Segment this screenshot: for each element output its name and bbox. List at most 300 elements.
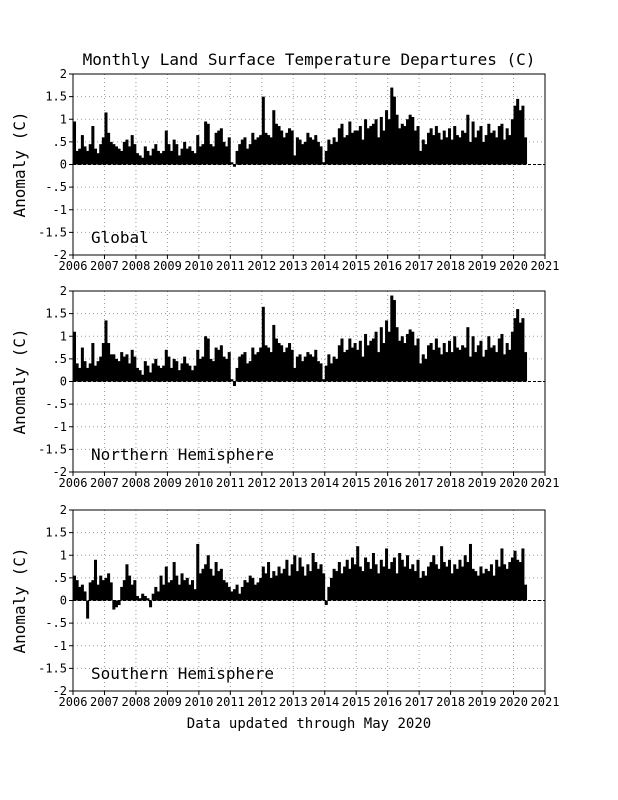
x-tick-label: 2013 xyxy=(278,476,308,490)
data-bar xyxy=(173,140,176,165)
data-bar xyxy=(104,578,107,601)
data-bar xyxy=(259,348,262,382)
data-bar xyxy=(424,576,427,601)
data-bar xyxy=(390,88,393,165)
data-bar xyxy=(464,348,467,382)
data-bar xyxy=(94,366,97,382)
data-bar xyxy=(333,357,336,382)
x-tick-label: 2010 xyxy=(184,259,214,273)
data-bar xyxy=(157,151,160,165)
data-bar xyxy=(120,352,123,381)
data-bar xyxy=(382,343,385,381)
data-bar xyxy=(181,573,184,600)
data-bar xyxy=(327,354,330,381)
data-bar xyxy=(136,153,139,164)
data-bar xyxy=(477,576,480,601)
data-bar xyxy=(414,131,417,165)
data-bar xyxy=(435,339,438,382)
data-bar xyxy=(519,110,522,164)
data-bar xyxy=(104,112,107,164)
data-bar xyxy=(458,137,461,164)
x-tick-label: 2018 xyxy=(436,259,466,273)
x-tick-label: 2020 xyxy=(499,476,528,490)
data-bar xyxy=(270,578,273,601)
data-bar xyxy=(369,341,372,382)
data-bar xyxy=(259,135,262,164)
data-bar xyxy=(251,348,254,382)
data-bar xyxy=(270,352,273,381)
data-bar xyxy=(317,361,320,381)
data-bar xyxy=(385,548,388,600)
data-bar xyxy=(207,555,210,600)
data-bar xyxy=(409,329,412,381)
data-bar xyxy=(380,560,383,601)
data-bar xyxy=(466,327,469,381)
data-bar xyxy=(199,573,202,600)
x-tick-label: 2009 xyxy=(152,695,182,709)
data-bar xyxy=(194,366,197,382)
x-tick-label: 2018 xyxy=(436,695,466,709)
x-tick-label: 2015 xyxy=(341,259,371,273)
data-bar xyxy=(131,135,134,164)
y-tick-label: -1.5 xyxy=(38,225,67,240)
data-bar xyxy=(209,359,212,382)
data-bar xyxy=(333,137,336,164)
data-bar xyxy=(220,128,223,164)
data-bar xyxy=(162,151,165,165)
data-bar xyxy=(81,585,84,601)
data-bar xyxy=(183,580,186,600)
data-bar xyxy=(125,564,128,600)
x-tick-label: 2014 xyxy=(310,259,340,273)
data-bar xyxy=(128,363,131,381)
data-bar xyxy=(175,144,178,164)
data-bar xyxy=(361,140,364,165)
data-bar xyxy=(498,126,501,164)
data-bar xyxy=(511,558,514,601)
data-bar xyxy=(293,555,296,600)
data-bar xyxy=(335,571,338,600)
data-bar xyxy=(230,162,233,164)
y-tick-label: 1 xyxy=(59,548,67,563)
data-bar xyxy=(487,571,490,600)
data-bar xyxy=(89,363,92,381)
data-bar xyxy=(354,564,357,600)
y-tick-label: 0 xyxy=(59,157,67,172)
data-bar xyxy=(270,137,273,164)
data-bar xyxy=(445,567,448,601)
data-bar xyxy=(288,343,291,381)
x-tick-label: 2006 xyxy=(58,259,88,273)
y-tick-label: -1.5 xyxy=(38,442,67,457)
x-tick-label: 2021 xyxy=(530,476,560,490)
data-bar xyxy=(157,591,160,600)
data-bar xyxy=(388,569,391,601)
data-bar xyxy=(430,128,433,164)
data-bar xyxy=(314,350,317,382)
data-bar xyxy=(354,131,357,165)
data-bar xyxy=(243,352,246,381)
data-bar xyxy=(398,553,401,601)
data-bar xyxy=(94,149,97,165)
y-tick-label: 1 xyxy=(59,329,67,344)
data-bar xyxy=(275,339,278,382)
data-bar xyxy=(506,343,509,381)
data-bar xyxy=(139,370,142,381)
x-tick-label: 2008 xyxy=(121,259,151,273)
data-bar xyxy=(201,144,204,164)
data-bar xyxy=(141,375,144,382)
data-bar xyxy=(178,585,181,601)
x-tick-label: 2008 xyxy=(121,476,151,490)
data-bar xyxy=(228,352,231,381)
data-bar xyxy=(403,567,406,601)
x-tick-label: 2009 xyxy=(152,259,182,273)
data-bar xyxy=(175,576,178,601)
data-bar xyxy=(325,366,328,382)
data-bar xyxy=(296,357,299,382)
data-bar xyxy=(503,564,506,600)
data-bar xyxy=(304,576,307,601)
data-bar xyxy=(524,137,527,164)
data-bar xyxy=(322,573,325,600)
data-bar xyxy=(422,140,425,165)
data-bar xyxy=(312,553,315,601)
data-bar xyxy=(149,601,152,608)
data-bar xyxy=(144,596,147,601)
chart-panel-3 xyxy=(10,503,559,709)
data-bar xyxy=(196,350,199,382)
data-bar xyxy=(97,585,100,601)
data-bar xyxy=(123,580,126,600)
data-bar xyxy=(375,119,378,164)
data-bar xyxy=(448,341,451,382)
y-tick-label: -2 xyxy=(52,248,67,262)
data-bar xyxy=(83,361,86,381)
data-bar xyxy=(149,155,152,164)
data-bar xyxy=(485,350,488,382)
data-bar xyxy=(152,363,155,381)
x-tick-label: 2013 xyxy=(278,695,308,709)
y-tick-label: -1 xyxy=(52,202,67,217)
data-bar xyxy=(86,151,89,165)
data-bar xyxy=(437,348,440,382)
data-bar xyxy=(343,352,346,381)
data-bar xyxy=(375,332,378,382)
data-bar xyxy=(498,567,501,601)
data-bar xyxy=(246,582,249,600)
data-bar xyxy=(160,368,163,382)
data-bar xyxy=(167,357,170,382)
data-bar xyxy=(191,370,194,381)
data-bar xyxy=(249,576,252,601)
y-tick-label: 1 xyxy=(59,112,67,127)
data-bar xyxy=(246,363,249,381)
data-bar xyxy=(181,363,184,381)
data-bar xyxy=(495,560,498,601)
data-bar xyxy=(367,345,370,381)
data-bar xyxy=(204,564,207,600)
data-bar xyxy=(267,562,270,600)
data-bar xyxy=(330,144,333,164)
data-bar xyxy=(414,345,417,381)
data-bar xyxy=(432,135,435,164)
data-bar xyxy=(136,596,139,601)
data-bar xyxy=(335,142,338,165)
data-bar xyxy=(228,137,231,164)
x-tick-label: 2015 xyxy=(341,695,371,709)
data-bar xyxy=(511,332,514,382)
data-bar xyxy=(364,558,367,601)
data-bar xyxy=(335,359,338,382)
data-bar xyxy=(81,348,84,382)
data-bar xyxy=(233,382,236,387)
y-tick-label: -2 xyxy=(52,684,67,698)
data-bar xyxy=(128,576,131,601)
data-bar xyxy=(215,562,218,600)
data-bar xyxy=(178,155,181,164)
data-bar xyxy=(154,144,157,164)
panel-label: Global xyxy=(91,228,149,247)
data-bar xyxy=(359,341,362,382)
data-bar xyxy=(133,580,136,600)
data-bar xyxy=(162,585,165,601)
data-bar xyxy=(285,133,288,165)
data-bar xyxy=(417,339,420,382)
data-bar xyxy=(479,567,482,601)
data-bar xyxy=(448,560,451,601)
data-bar xyxy=(430,562,433,600)
data-bar xyxy=(76,363,79,381)
x-tick-label: 2010 xyxy=(184,695,214,709)
data-bar xyxy=(144,146,147,164)
data-bar xyxy=(340,124,343,165)
data-bar xyxy=(356,350,359,382)
data-bar xyxy=(188,585,191,601)
data-bar xyxy=(249,361,252,381)
data-bar xyxy=(367,562,370,600)
data-bar xyxy=(186,578,189,601)
data-bar xyxy=(364,119,367,164)
data-bar xyxy=(152,594,155,601)
y-tick-label: 2 xyxy=(59,284,67,298)
data-bar xyxy=(272,571,275,600)
data-bar xyxy=(354,343,357,381)
data-bar xyxy=(212,146,215,164)
data-bar xyxy=(236,368,239,382)
data-bar xyxy=(154,359,157,382)
data-bar xyxy=(83,591,86,600)
data-bar xyxy=(490,348,493,382)
data-bar xyxy=(304,357,307,382)
data-bar xyxy=(304,142,307,165)
data-bar xyxy=(333,569,336,601)
data-bar xyxy=(377,573,380,600)
data-bar xyxy=(194,589,197,600)
x-tick-label: 2019 xyxy=(467,476,497,490)
data-bar xyxy=(319,363,322,381)
data-bar xyxy=(409,115,412,165)
data-bar xyxy=(388,119,391,164)
data-bar xyxy=(435,564,438,600)
data-bar xyxy=(500,334,503,382)
data-bar xyxy=(382,131,385,165)
data-bar xyxy=(280,573,283,600)
data-bar xyxy=(514,551,517,601)
data-bar xyxy=(524,585,527,601)
data-bar xyxy=(272,325,275,382)
data-bar xyxy=(451,352,454,381)
data-bar xyxy=(136,368,139,382)
data-bar xyxy=(207,339,210,382)
data-bar xyxy=(309,137,312,164)
data-bar xyxy=(267,135,270,164)
data-bar xyxy=(170,580,173,600)
data-bar xyxy=(89,582,92,600)
data-bar xyxy=(325,601,328,606)
data-bar xyxy=(472,336,475,381)
data-bar xyxy=(201,357,204,382)
data-bar xyxy=(500,548,503,600)
x-tick-label: 2016 xyxy=(373,259,403,273)
data-bar xyxy=(204,336,207,381)
data-bar xyxy=(243,137,246,164)
data-bar xyxy=(120,587,123,601)
data-bar xyxy=(479,341,482,382)
data-bar xyxy=(461,131,464,165)
data-bar xyxy=(91,580,94,600)
x-tick-label: 2020 xyxy=(499,259,528,273)
data-bar xyxy=(330,363,333,381)
data-bar xyxy=(514,318,517,381)
data-bar xyxy=(317,142,320,165)
data-bar xyxy=(170,151,173,165)
data-bar xyxy=(516,309,519,381)
data-bar xyxy=(346,560,349,601)
data-bar xyxy=(215,348,218,382)
x-tick-label: 2017 xyxy=(404,476,434,490)
data-bar xyxy=(343,567,346,601)
data-bar xyxy=(91,126,94,164)
data-bar xyxy=(118,361,121,381)
data-bar xyxy=(204,122,207,165)
data-bar xyxy=(503,140,506,165)
data-bar xyxy=(220,569,223,601)
data-bar xyxy=(369,126,372,164)
data-bar xyxy=(351,558,354,601)
chart-panel-1 xyxy=(10,67,559,273)
data-bar xyxy=(479,126,482,164)
data-bar xyxy=(445,352,448,381)
data-bar xyxy=(500,124,503,165)
data-bar xyxy=(396,115,399,165)
data-bar xyxy=(104,320,107,381)
data-bar xyxy=(456,135,459,164)
data-bar xyxy=(456,348,459,382)
data-bar xyxy=(403,343,406,381)
data-bar xyxy=(280,131,283,165)
data-bar xyxy=(278,567,281,601)
data-bar xyxy=(406,119,409,164)
data-bar xyxy=(296,137,299,164)
data-bar xyxy=(508,135,511,164)
data-bar xyxy=(209,144,212,164)
data-bar xyxy=(254,354,257,381)
data-bar xyxy=(516,560,519,601)
data-bar xyxy=(301,567,304,601)
data-bar xyxy=(110,354,113,381)
data-bar xyxy=(183,142,186,165)
panel-label: Southern Hemisphere xyxy=(91,664,275,683)
data-bar xyxy=(97,153,100,164)
data-bar xyxy=(343,137,346,164)
data-bar xyxy=(466,562,469,600)
y-tick-label: 2 xyxy=(59,67,67,81)
data-bar xyxy=(306,564,309,600)
data-bar xyxy=(469,357,472,382)
data-bar xyxy=(128,146,131,164)
data-bar xyxy=(417,126,420,164)
y-tick-label: -1.5 xyxy=(38,661,67,676)
y-tick-label: -1 xyxy=(52,638,67,653)
data-bar xyxy=(118,601,121,606)
data-bar xyxy=(201,569,204,601)
data-bar xyxy=(131,585,134,601)
data-bar xyxy=(314,562,317,600)
x-tick-label: 2018 xyxy=(436,476,466,490)
data-bar xyxy=(259,578,262,601)
data-bar xyxy=(440,140,443,165)
x-tick-label: 2014 xyxy=(310,476,340,490)
data-bar xyxy=(477,345,480,381)
data-bar xyxy=(409,569,412,601)
data-bar xyxy=(427,567,430,601)
data-bar xyxy=(508,350,511,382)
data-bar xyxy=(267,348,270,382)
data-bar xyxy=(472,569,475,601)
data-bar xyxy=(309,354,312,381)
x-tick-label: 2011 xyxy=(215,476,245,490)
data-bar xyxy=(230,591,233,600)
data-bar xyxy=(464,133,467,165)
data-bar xyxy=(217,350,220,382)
data-bar xyxy=(306,133,309,165)
data-bar xyxy=(173,359,176,382)
data-bar xyxy=(225,146,228,164)
data-bar xyxy=(241,354,244,381)
data-bar xyxy=(312,140,315,165)
data-bar xyxy=(230,379,233,381)
data-bar xyxy=(257,582,260,600)
data-bar xyxy=(299,140,302,165)
data-bar xyxy=(506,128,509,164)
data-bar xyxy=(443,562,446,600)
data-bar xyxy=(76,151,79,165)
data-bar xyxy=(338,562,341,600)
data-bar xyxy=(144,361,147,381)
data-bar xyxy=(485,135,488,164)
data-bar xyxy=(372,124,375,165)
data-bar xyxy=(487,336,490,381)
data-bar xyxy=(225,359,228,382)
x-tick-label: 2012 xyxy=(247,259,277,273)
data-bar xyxy=(139,598,142,600)
data-bar xyxy=(514,106,517,165)
data-bar xyxy=(411,332,414,382)
data-bar xyxy=(524,352,527,381)
data-bar xyxy=(393,97,396,165)
data-bar xyxy=(288,576,291,601)
